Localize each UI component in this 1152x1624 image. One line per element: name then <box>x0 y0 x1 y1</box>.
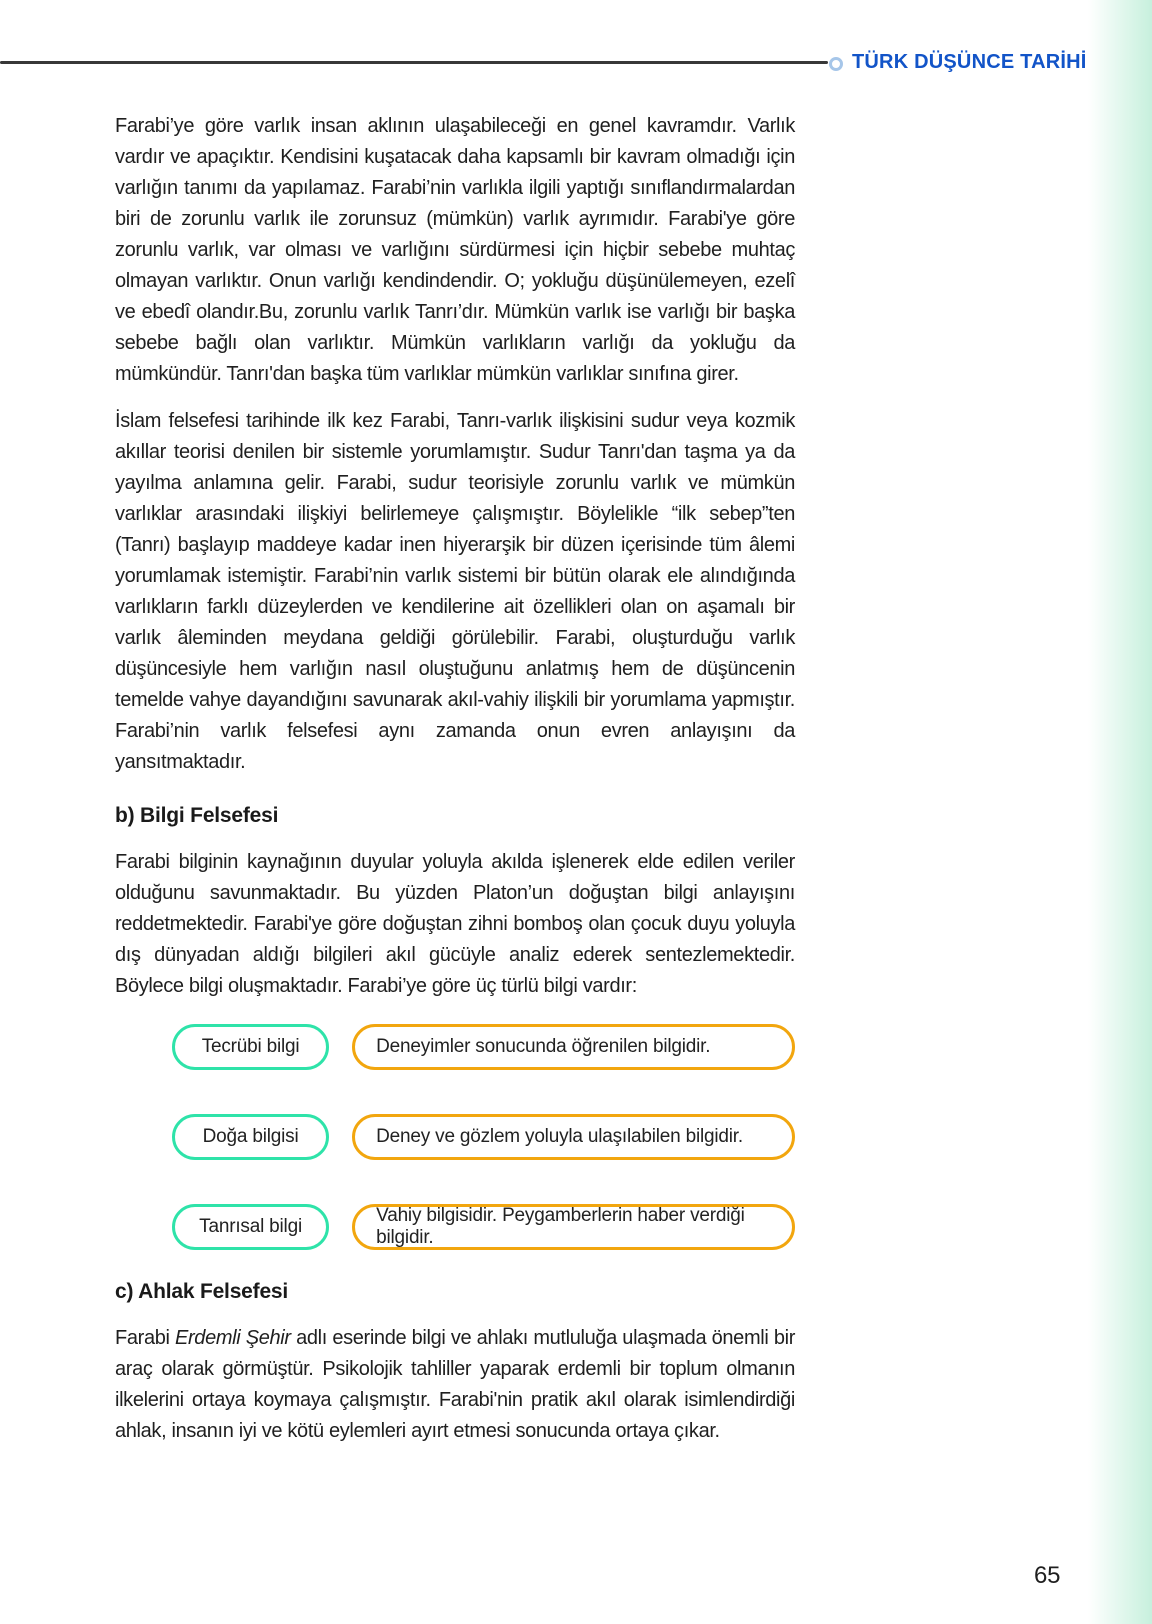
paragraph-ahlak-prefix: Farabi <box>115 1327 175 1349</box>
knowledge-type-pill <box>172 1114 329 1160</box>
paragraph-sudur-teorisi: İslam felsefesi tarihinde ilk kez Farabi, Tanrı-varlık ilişkisini sudur veya kozmik akıllar teorisi denilen bir sistemle yorumlamıştır. Sudur Tanrı'dan taşma ya da yayılma anlamına gelir. Farabi, sudur teorisiyle zorunlu varlık ve mümkün varlıklar arasındaki ilişkiyi belirlemeye çalışmıştır. Böylelikle “ilk sebep”ten (Tanrı) başlayıp maddeye kadar inen hiyerarşik bir düzen içerisinde tüm âlemi yorumlamak istemiştir. Farabi’nin varlık sistemi bir bütün olarak ele alındığında varlıkların farklı düzeylerden ve kendilerine ait özellikleri olan on aşamalı bir varlık âleminden meydana geldiği görülebilir. Farabi, oluşturduğu varlık düşüncesiyle hem varlığın nasıl oluştuğunu anlatmış hem de düşüncenin temelde vahye dayandığını savunarak akıl-vahiy ilişkili bir yorumlama yapmıştır. Farabi’nin varlık felsefesi aynı zamanda onun evren anlayışını da yansıtmaktadır. <box>115 410 795 773</box>
knowledge-description-label: Vahiy bilgisidir. Peygamberlerin haber verdiği bilgidir. <box>376 1205 745 1248</box>
paragraph-bilgi-kaynagi: Farabi bilginin kaynağının duyular yoluyla akılda işlenerek elde edilen veriler olduğunu savunmaktadır. Bu yüzden Platon’un doğuştan bilgi anlayışını reddetmektedir. Farabi'ye göre doğuştan zihni bomboş olan çocuk duyu yoluyla dış dünyadan aldığı bilgileri akıl gücüyle analiz ederek sentezlemektedir. Böylece bilgi oluşmaktadır. Farabi’ye göre üç türlü bilgi vardır: <box>115 851 795 997</box>
knowledge-type-label: Doğa bilgisi <box>202 1126 299 1147</box>
paragraph-varlik-felsefesi-1: Farabi’ye göre varlık insan aklının ulaşabileceği en genel kavramdır. Varlık vardır ve apaçıktır. Kendisini kuşatacak daha kapsamlı bir kavram olmadığı için varlığın tanımı da yapılamaz. Farabi’nin varlıkla ilgili yaptığı sınıflandırmalardan biri de zorunlu varlık ile zorunsuz (mümkün) varlık ayrımıdır. Farabi'ye göre zorunlu varlık, var olması ve varlığını sürdürmesi için hiçbir sebebe muhtaç olmayan varlıktır. Onun varlığı kendindendir. O; yokluğu düşünülemeyen, ezelî ve ebedî olandır.Bu, zorunlu varlık Tanrı’dır. Mümkün varlık ise varlığı bir başka sebebe bağlı olan varlıktır. Mümkün varlıkların varlığı da yokluğu da mümkündür. Tanrı'dan başka tüm varlıklar mümkün varlıklar sınıfına girer. <box>115 115 795 385</box>
header-bullet-icon <box>829 57 843 71</box>
knowledge-description-label: Deney ve gözlem yoluyla ulaşılabilen bilgidir. <box>376 1126 743 1147</box>
paragraph-ahlak-suffix: adlı eserinde bilgi ve ahlakı mutluluğa ulaşmada önemli bir araç olarak görmüştür. Psikolojik tahliller yaparak erdemli bir toplum olmanın ilkelerini ortaya koymaya çalışmıştır. Farabi'nin pratik akıl olarak isimlendirdiği ahlak, insanın iyi ve kötü eylemleri ayırt etmesi sonucunda ortaya çıkar. <box>115 1327 796 1442</box>
header-title: TÜRK DÜŞÜNCE TARİHİ <box>852 51 1087 73</box>
knowledge-description-label: Deneyimler sonucunda öğrenilen bilgidir. <box>376 1036 711 1057</box>
knowledge-description-pill <box>352 1114 795 1160</box>
knowledge-type-row <box>172 1114 795 1160</box>
section-heading-bilgi-felsefesi: b) Bilgi Felsefesi <box>115 804 279 827</box>
work-title-italic: Erdemli Şehir <box>175 1327 291 1349</box>
page-number: 65 <box>1034 1562 1061 1589</box>
knowledge-type-pill <box>172 1024 329 1070</box>
knowledge-description-pill <box>352 1024 795 1070</box>
knowledge-type-label: Tanrısal bilgi <box>199 1216 302 1237</box>
knowledge-type-row <box>172 1204 795 1250</box>
paragraph-ahlak-felsefesi <box>115 1323 795 1447</box>
header-rule <box>0 61 828 64</box>
knowledge-type-pill <box>172 1204 329 1250</box>
knowledge-type-row <box>172 1024 795 1070</box>
knowledge-description-pill <box>352 1204 795 1250</box>
page-content <box>115 111 795 1463</box>
knowledge-types-diagram <box>172 1024 795 1250</box>
knowledge-type-label: Tecrübi bilgi <box>201 1036 300 1057</box>
page-edge-gradient <box>1088 0 1152 1624</box>
section-heading-ahlak-felsefesi: c) Ahlak Felsefesi <box>115 1280 289 1303</box>
